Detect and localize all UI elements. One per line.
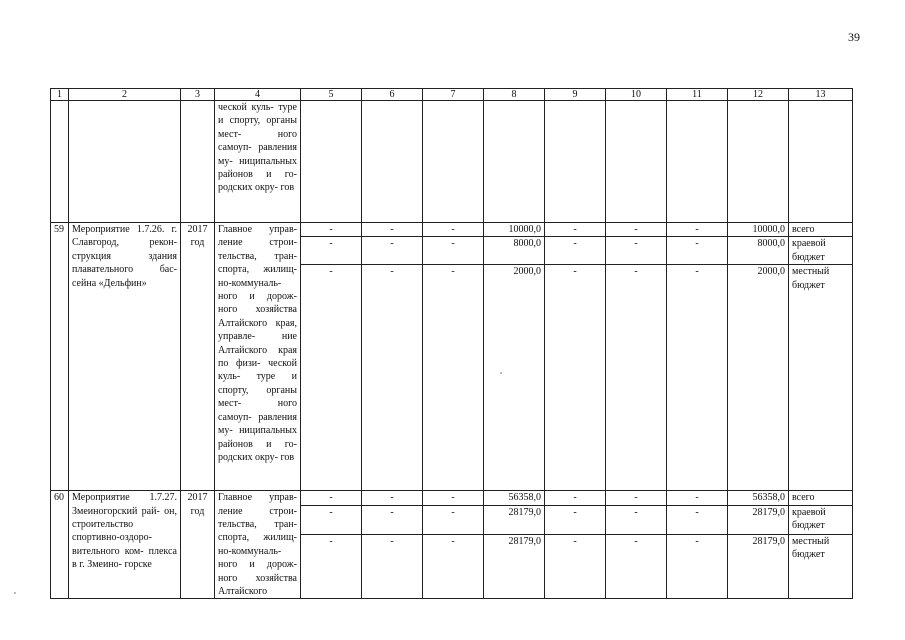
col-header-6: 6 bbox=[362, 89, 423, 101]
cell-c6: - bbox=[362, 491, 423, 506]
cell-c13: всего bbox=[789, 223, 853, 237]
cell-c5: - bbox=[301, 223, 362, 237]
cell-c9: - bbox=[545, 506, 606, 535]
cell-c10: - bbox=[606, 265, 667, 491]
col-header-9: 9 bbox=[545, 89, 606, 101]
cell-c9: - bbox=[545, 237, 606, 265]
col-header-3: 3 bbox=[181, 89, 215, 101]
measure-title: Мероприятие 1.7.27. Змеиногорский рай- он, строительство спортивно-оздоро- вительного ком- плекса в г. Змеино- горске bbox=[69, 491, 181, 599]
measure-executor: Главное управ- ление строи- тельства, тран- спорта, жилищ- но-коммуналь- ного и дорож- ного хозяйства Алтайского bbox=[215, 491, 301, 599]
scan-speck bbox=[14, 592, 16, 594]
cell-c11: - bbox=[667, 223, 728, 237]
cell-c8: 10000,0 bbox=[484, 223, 545, 237]
cell-c6: - bbox=[362, 237, 423, 265]
cell-c12: 28179,0 bbox=[728, 534, 789, 599]
table-row bbox=[51, 491, 853, 506]
cell-c9: - bbox=[545, 223, 606, 237]
cell-c10: - bbox=[606, 534, 667, 599]
cell-c12: 2000,0 bbox=[728, 265, 789, 491]
cell-c8: 28179,0 bbox=[484, 534, 545, 599]
cell-c6: - bbox=[362, 223, 423, 237]
cell-c12: 10000,0 bbox=[728, 223, 789, 237]
cell-c13: краевой бюджет bbox=[789, 237, 853, 265]
cell-c10: - bbox=[606, 237, 667, 265]
cell-c8: 28179,0 bbox=[484, 506, 545, 535]
scan-speck bbox=[500, 372, 502, 374]
cell-c12: 8000,0 bbox=[728, 237, 789, 265]
cell-c13: местный бюджет bbox=[789, 534, 853, 599]
page-number: 39 bbox=[848, 30, 860, 44]
cell-c9: - bbox=[545, 265, 606, 491]
cell-c11: - bbox=[667, 265, 728, 491]
cell-c11: - bbox=[667, 534, 728, 599]
cell-c13: всего bbox=[789, 491, 853, 506]
measure-title: Мероприятие 1.7.26. г. Славгород, рекон- струкция здания плавательного бас- сейна «Дельфин» bbox=[69, 223, 181, 491]
cell-c5: - bbox=[301, 506, 362, 535]
cell-c11: - bbox=[667, 237, 728, 265]
cell-c11: - bbox=[667, 491, 728, 506]
cell-c8: 2000,0 bbox=[484, 265, 545, 491]
cell-c7: - bbox=[423, 534, 484, 599]
cell-c9: - bbox=[545, 491, 606, 506]
cell-c13: краевой бюджет bbox=[789, 506, 853, 535]
measure-year: 2017 год bbox=[181, 491, 215, 599]
col-header-7: 7 bbox=[423, 89, 484, 101]
col-header-4: 4 bbox=[215, 89, 301, 101]
col-header-11: 11 bbox=[667, 89, 728, 101]
cell-c5: - bbox=[301, 265, 362, 491]
col-header-1: 1 bbox=[51, 89, 69, 101]
measure-year: 2017 год bbox=[181, 223, 215, 491]
cell-c13: местный бюджет bbox=[789, 265, 853, 491]
executor-continuation: ческой куль- туре и спорту, органы мест- ного самоуп- равления му- ниципальных районов и го- родских окру- гов bbox=[215, 101, 301, 223]
col-header-5: 5 bbox=[301, 89, 362, 101]
col-header-8: 8 bbox=[484, 89, 545, 101]
cell-c5: - bbox=[301, 534, 362, 599]
col-header-12: 12 bbox=[728, 89, 789, 101]
cell-c10: - bbox=[606, 506, 667, 535]
col-header-13: 13 bbox=[789, 89, 853, 101]
cell-c6: - bbox=[362, 534, 423, 599]
row-number: 60 bbox=[51, 491, 69, 599]
cell-c8: 56358,0 bbox=[484, 491, 545, 506]
cell-c7: - bbox=[423, 506, 484, 535]
cell-c7: - bbox=[423, 223, 484, 237]
row-number: 59 bbox=[51, 223, 69, 491]
cell-c9: - bbox=[545, 534, 606, 599]
cell-c12: 28179,0 bbox=[728, 506, 789, 535]
budget-table bbox=[50, 88, 853, 599]
cell-c7: - bbox=[423, 491, 484, 506]
cell-c7: - bbox=[423, 237, 484, 265]
cell-c5: - bbox=[301, 491, 362, 506]
table-row bbox=[51, 223, 853, 237]
cell-c7: - bbox=[423, 265, 484, 491]
col-header-2: 2 bbox=[69, 89, 181, 101]
column-number-header bbox=[51, 89, 853, 101]
cell-c11: - bbox=[667, 506, 728, 535]
col-header-10: 10 bbox=[606, 89, 667, 101]
cell-c10: - bbox=[606, 491, 667, 506]
cell-c10: - bbox=[606, 223, 667, 237]
cell-c6: - bbox=[362, 265, 423, 491]
continuation-row bbox=[51, 101, 853, 223]
cell-c6: - bbox=[362, 506, 423, 535]
cell-c8: 8000,0 bbox=[484, 237, 545, 265]
measure-executor: Главное управ- ление строи- тельства, тран- спорта, жилищ- но-коммуналь- ного и дорож- ного хозяйства Алтайского края, управле- ние Алтайского края по физи- ческой куль- туре и спорту, органы мест- ного самоуп- равления му- ниципальных районов и го- родских окру- гов bbox=[215, 223, 301, 491]
cell-c12: 56358,0 bbox=[728, 491, 789, 506]
cell-c5: - bbox=[301, 237, 362, 265]
